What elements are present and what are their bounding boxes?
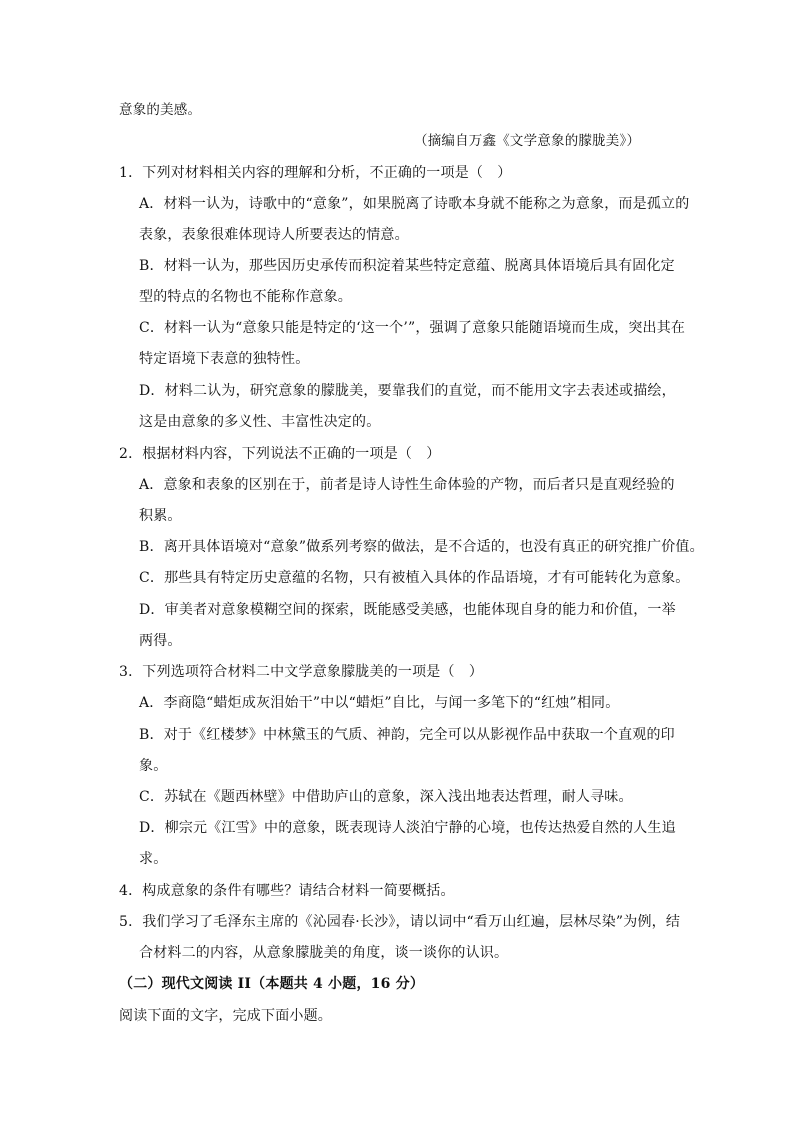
question-3-option-d: D．柳宗元《江雪》中的意象，既表现诗人淡泊宁静的心境，也传达热爱自然的人生追 bbox=[139, 820, 676, 836]
question-1-option-b: B．材料一认为，那些因历史承传而积淀着某些特定意蕴、脱离具体语境后具有固化定 bbox=[139, 258, 675, 274]
question-2-option-d: D．审美者对意象模糊空间的探索，既能感受美感，也能体现自身的能力和价值，一举 bbox=[139, 602, 676, 618]
question-3-option-b: B．对于《红楼梦》中林黛玉的气质、神韵，完全可以从影视作品中获取一个直观的印 bbox=[139, 727, 675, 743]
question-4-stem: 4．构成意象的条件有哪些？请结合材料一简要概括。 bbox=[119, 883, 455, 899]
question-1-option-d: D．材料二认为，研究意象的朦胧美，要靠我们的直觉，而不能用文字去表述或描绘， bbox=[139, 383, 676, 399]
question-3-option-b-cont: 象。 bbox=[139, 758, 168, 774]
question-2-stem: 2．根据材料内容，下列说法不正确的一项是（ ） bbox=[119, 446, 441, 462]
question-2-option-b: B．离开具体语境对“意象”做系列考察的做法，是不合适的，也没有真正的研究推广价值。 bbox=[139, 539, 704, 555]
question-1-option-d-cont: 这是由意象的多义性、丰富性决定的。 bbox=[139, 414, 381, 430]
question-1-option-a-cont: 表象，表象很难体现诗人所要表达的情意。 bbox=[139, 227, 409, 243]
question-2-option-a-cont: 积累。 bbox=[139, 508, 182, 524]
question-3-option-d-cont: 求。 bbox=[139, 851, 168, 867]
reading-instruction: 阅读下面的文字，完成下面小题。 bbox=[119, 1008, 332, 1024]
question-3-stem: 3．下列选项符合材料二中文学意象朦胧美的一项是（ ） bbox=[119, 664, 484, 680]
question-2-option-c: C．那些具有特定历史意蕴的名物，只有被植入具体的作品语境，才有可能转化为意象。 bbox=[139, 570, 690, 586]
question-1-option-a: A．材料一认为，诗歌中的“意象”，如果脱离了诗歌本身就不能称之为意象，而是孤立的 bbox=[139, 196, 690, 212]
question-5-stem-cont: 合材料二的内容，从意象朦胧美的角度，谈一谈你的认识。 bbox=[139, 945, 509, 961]
source-note: （摘编自万鑫《文学意象的朦胧美》） bbox=[414, 133, 641, 149]
question-1-stem: 1．下列对材料相关内容的理解和分析，不正确的一项是（ ） bbox=[119, 165, 512, 181]
question-3-option-c: C．苏轼在《题西林壁》中借助庐山的意象，深入浅出地表达哲理，耐人寻味。 bbox=[139, 789, 633, 805]
intro-tail: 意象的美感。 bbox=[119, 102, 202, 118]
question-1-option-b-cont: 型的特点的名物也不能称作意象。 bbox=[139, 289, 352, 305]
question-3-option-a: A．李商隐“蜡炬成灰泪始干”中以“蜡炬”自比，与闻一多笔下的“红烛”相同。 bbox=[139, 695, 620, 711]
question-1-option-c: C．材料一认为“意象只能是特定的‘这一个’”，强调了意象只能随语境而生成，突出其在 bbox=[139, 320, 686, 336]
question-1-option-c-cont: 特定语境下表意的独特性。 bbox=[139, 351, 310, 367]
question-5-stem: 5．我们学习了毛泽东主席的《沁园春·长沙》，请以词中“看万山红遍，层林尽染”为例，结 bbox=[119, 914, 681, 930]
question-2-option-a: A．意象和表象的区别在于，前者是诗人诗性生命体验的产物，而后者只是直观经验的 bbox=[139, 477, 675, 493]
section-heading: （二）现代文阅读 II（本题共 4 小题，16 分） bbox=[119, 976, 425, 992]
question-2-option-d-cont: 两得。 bbox=[139, 633, 182, 649]
